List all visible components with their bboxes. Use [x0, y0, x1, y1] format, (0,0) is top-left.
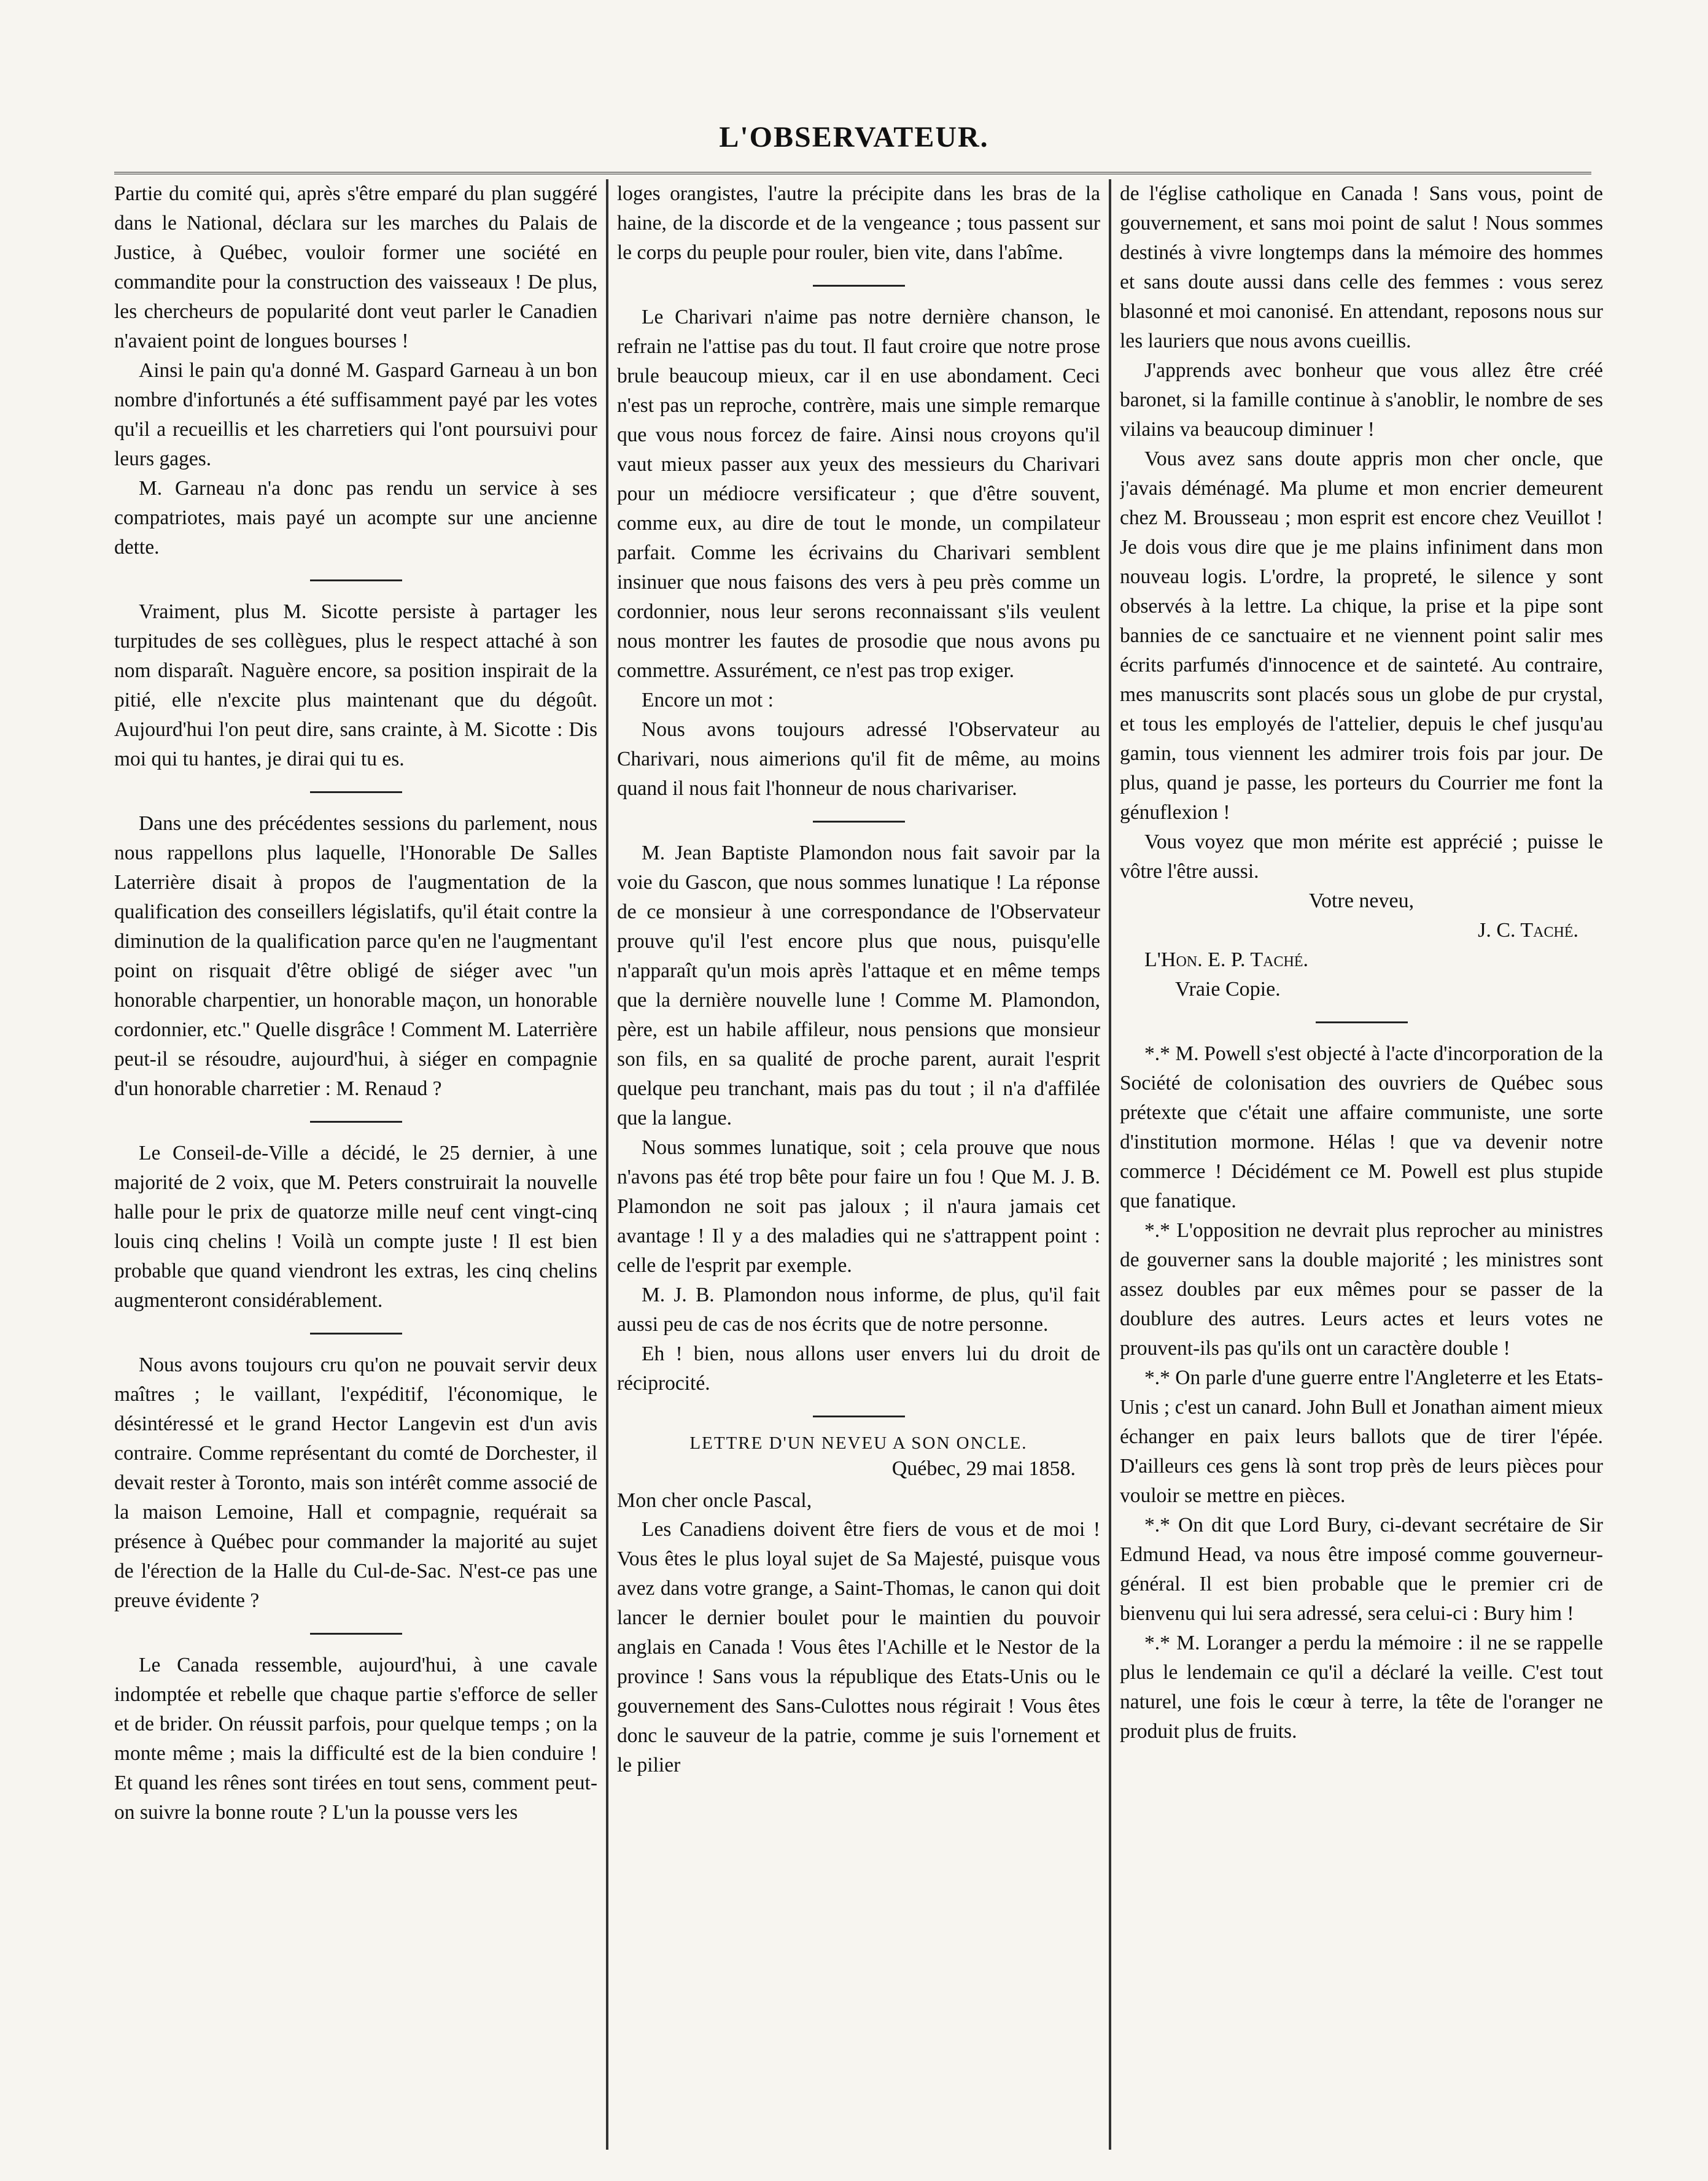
- paragraph: Nous avons toujours adressé l'Observateur au Charivari, nous aimerions qu'il fit de même, au moins quand il nous fait l'honneur de nous charivariser.: [617, 718, 1100, 800]
- paragraph: Vous voyez que mon mérite est apprécié ; puisse le vôtre l'être aussi.: [1120, 831, 1603, 883]
- paragraph: Eh ! bien, nous allons user envers lui du droit de réciprocité.: [617, 1342, 1100, 1395]
- paragraph: *.* L'opposition ne devrait plus reprocher au ministres de gouverner sans la double majorité ; les ministres sont assez doubles par eux mêmes pour se passer de la doublure des autres. Leurs actes et leurs votes ne prouvent-ils pas qu'ils ont un caractère double !: [1120, 1219, 1603, 1360]
- paragraph: M. Jean Baptiste Plamondon nous fait savoir par la voie du Gascon, que nous sommes lunatique ! La réponse de ce monsieur à une correspondance de l'Observateur prouve qu'il l'est encore plus que nous, puisqu'elle n'apparaît qu'un mois après l'attaque et en même temps que la dernière nouvelle lune ! Comme M. Plamondon, père, est un habile affileur, nous pensions que monsieur son fils, en sa qualité de proche parent, aurait l'esprit quelque peu tranchant, mais pas du tout ; il n'a d'affilée que la langue.: [617, 842, 1100, 1129]
- letter-signature: J. C. Taché.: [1478, 919, 1578, 942]
- paragraph: de l'église catholique en Canada ! Sans vous, point de gouvernement, et sans moi point de salut ! Nous sommes destinés à vivre longtemps dans la mémoire des hommes et sans doute aussi dans celle des femmes : vous serez blasonné et moi canonisé. En attendant, reposons nous sur les lauriers que nous avons cueillis.: [1120, 182, 1603, 352]
- separator-rule: [310, 791, 402, 793]
- paragraph: Vraiment, plus M. Sicotte persiste à partager les turpitudes de ses collègues, plus le respect attaché à son nom disparaît. Naguère encore, sa position inspirait de la pitié, elle n'excite plus maintenant que du dégoût. Aujourd'hui l'on peut dire, sans crainte, à M. Sicotte : Dis moi qui tu hantes, je dirai qui tu es.: [114, 600, 597, 770]
- masthead-rule: [114, 172, 1591, 174]
- separator-rule: [813, 1416, 905, 1417]
- separator-rule: [310, 579, 402, 581]
- separator-rule: [1316, 1021, 1408, 1023]
- paragraph: J'apprends avec bonheur que vous allez être créé baronet, si la famille continue à s'anoblir, le nombre de ses vilains va beaucoup diminuer !: [1120, 359, 1603, 441]
- separator-rule: [813, 285, 905, 287]
- paragraph: Dans une des précédentes sessions du parlement, nous nous rappellons plus laquelle, l'Honorable De Salles Laterrière disait à propos de l'augmentation de la qualification des conseillers législatifs, qu'il était contre la diminution de la qualification parce qu'en ne l'augmentant point on risquait d'être obligé de siéger avec "un honorable charpentier, un honorable maçon, un honorable cordonnier, etc." Quelle disgrâce ! Comment M. Laterrière peut-il se résoudre, aujourd'hui, à siéger en compagnie d'un honorable charretier : M. Renaud ?: [114, 812, 597, 1100]
- column-left: [114, 179, 597, 2150]
- paragraph: Nous avons toujours cru qu'on ne pouvait servir deux maîtres ; le vaillant, l'expéditif, l'économique, le désintéressé et le grand Hector Langevin est d'un avis contraire. Comme représentant du comté de Dorchester, il devait rester à Toronto, mais son intérêt comme associé de la maison Lemoine, Hall et compagnie, requérait sa présence à Québec pour commander la majorité au sujet de l'érection de la Halle du Cul-de-Sac. N'est-ce pas une preuve évidente ?: [114, 1354, 597, 1612]
- paragraph: M. J. B. Plamondon nous informe, de plus, qu'il fait aussi peu de cas de nos écrits que de notre personne.: [617, 1284, 1100, 1336]
- paragraph: Le Canada ressemble, aujourd'hui, à une cavale indomptée et rebelle que chaque partie s'efforce de seller et de brider. On réussit parfois, pour quelque temps ; on la monte même ; mais la difficulté est de la bien conduire ! Et quand les rênes sont tirées en tout sens, comment peut-on suivre la bonne route ? L'un la pousse vers les: [114, 1654, 597, 1824]
- letter-closing: Votre neveu,: [1308, 889, 1415, 912]
- separator-rule: [813, 821, 905, 823]
- column-middle: [617, 179, 1100, 2150]
- paragraph: Ainsi le pain qu'a donné M. Gaspard Garneau à un bon nombre d'infortunés a été suffisamment payé par les votes qu'il a recueillis et les charretiers qui l'ont poursuivi pour leurs gages.: [114, 359, 597, 470]
- paragraph: *.* On parle d'une guerre entre l'Angleterre et les Etats-Unis ; c'est un canard. John Bull et Jonathan aiment mieux échanger en paix leurs ballots que de tirer l'épée. D'ailleurs ces gens là sont trop près de leurs pièces pour vouloir se mettre en pièces.: [1120, 1366, 1603, 1507]
- masthead-title: L'OBSERVATEUR.: [719, 121, 989, 153]
- letter-addressee: L'Hon. E. P. Taché.: [1144, 948, 1309, 971]
- columns: [114, 179, 1603, 2150]
- separator-rule: [310, 1633, 402, 1635]
- paragraph: Le Conseil-de-Ville a décidé, le 25 dernier, à une majorité de 2 voix, que M. Peters construirait la nouvelle halle pour le prix de quatorze mille neuf cent vingt-cinq louis cinq chelins ! Voilà un compte juste ! Il est bien probable que quand viendront les extras, les cinq chelins augmenteront considérablement.: [114, 1142, 597, 1312]
- column-rule: [1109, 179, 1111, 2150]
- separator-rule: [310, 1333, 402, 1335]
- letter-heading: LETTRE D'UN NEVEU A SON ONCLE.: [689, 1433, 1028, 1453]
- column-right: [1120, 179, 1603, 2150]
- paragraph: loges orangistes, l'autre la précipite dans les bras de la haine, de la discorde et de la vengeance ; tous passent sur le corps du peuple pour rouler, bien vite, dans l'abîme.: [617, 182, 1100, 264]
- paragraph: *.* On dit que Lord Bury, ci-devant secrétaire de Sir Edmund Head, va nous être imposé comme gouverneur-général. Il est bien probable que le premier cri de bienvenu qui lui sera adressé, sera celui-ci : Bury him !: [1120, 1514, 1603, 1625]
- paragraph: Encore un mot :: [642, 689, 774, 711]
- paragraph: Partie du comité qui, après s'être emparé du plan suggéré dans le National, déclara sur les marches du Palais de Justice, à Québec, vouloir former une société en commandite pour la construction des vaisseaux ! De plus, les chercheurs de popularité dont veut parler le Canadien n'avaient point de longues bourses !: [114, 182, 597, 352]
- separator-rule: [310, 1121, 402, 1123]
- paragraph: Vous avez sans doute appris mon cher oncle, que j'avais déménagé. Ma plume et mon encrier demeurent chez M. Brousseau ; mon esprit est encore chez Veuillot ! Je dois vous dire que je me plains infiniment dans mon nouveau logis. L'ordre, la propreté, le silence y sont observés à la lettre. La chique, la prise et la pipe sont bannies de ce sanctuaire et ne viennent point salir mes écrits parfumés d'innocence et de sainteté. Au contraire, mes manuscrits sont placés sous un globe de pur crystal, et tous les employés de l'attelier, depuis le chef jusqu'au gamin, tous viennent les admirer trois fois par jour. De plus, quand je passe, les porteurs du Courrier me font la génuflexion !: [1120, 447, 1603, 824]
- column-rule: [606, 179, 608, 2150]
- paragraph: Nous sommes lunatique, soit ; cela prouve que nous n'avons pas été trop bête pour faire un fou ! Que M. J. B. Plamondon ne soit pas jaloux ; il n'aura jamais cet avantage ! Il y a des maladies qui ne s'attrappent point : celle de l'esprit par exemple.: [617, 1136, 1100, 1277]
- paragraph: *.* M. Powell s'est objecté à l'acte d'incorporation de la Société de colonisation des ouvriers de Québec sous prétexte que c'était une affaire communiste, une sorte d'institution mormone. Hélas ! que va devenir notre commerce ! Décidément ce M. Powell est plus stupide que fanatique.: [1120, 1042, 1603, 1212]
- paragraph: Le Charivari n'aime pas notre dernière chanson, le refrain ne l'attise pas du tout. Il faut croire que notre prose brule beaucoup mieux, car il en use abondament. Ceci n'est pas un reproche, contrère, mais une simple remarque que vous nous forcez de faire. Ainsi nous croyons qu'il vaut mieux passer aux yeux des messieurs du Charivari pour un médiocre versificateur ; que d'être souvent, comme eux, au dire de tout le monde, un compilateur parfait. Comme les écrivains du Charivari semblent insinuer que nous faisons des vers à peu près comme un cordonnier, nous leur serons reconnaissant s'ils veulent nous montrer les fautes de prosodie que nous avons pu commettre. Assurément, ce n'est pas trop exiger.: [617, 306, 1100, 682]
- letter-date: Québec, 29 mai 1858.: [891, 1457, 1076, 1480]
- paragraph: M. Garneau n'a donc pas rendu un service à ses compatriotes, mais payé un acompte sur une ancienne dette.: [114, 477, 597, 559]
- paragraph: Les Canadiens doivent être fiers de vous et de moi ! Vous êtes le plus loyal sujet de Sa Majesté, puisque vous avez dans votre grange, a Saint-Thomas, le canon qui doit lancer le dernier boulet pour le maintien du pouvoir anglais en Canada ! Vous êtes l'Achille et le Nestor de la province ! Sans vous la république des Etats-Unis ou le gouvernement des Sans-Culottes nous régirait ! Vous êtes donc le sauveur de la patrie, comme je suis l'ornement et le pilier: [617, 1518, 1100, 1776]
- letter-salutation: Mon cher oncle Pascal,: [617, 1489, 812, 1512]
- paragraph: *.* M. Loranger a perdu la mémoire : il ne se rappelle plus le lendemain ce qu'il a déclaré la veille. C'est tout naturel, une fois le cœur à terre, la tête de l'oranger ne produit plus de fruits.: [1120, 1632, 1603, 1743]
- copy-note: Vraie Copie.: [1175, 978, 1281, 1001]
